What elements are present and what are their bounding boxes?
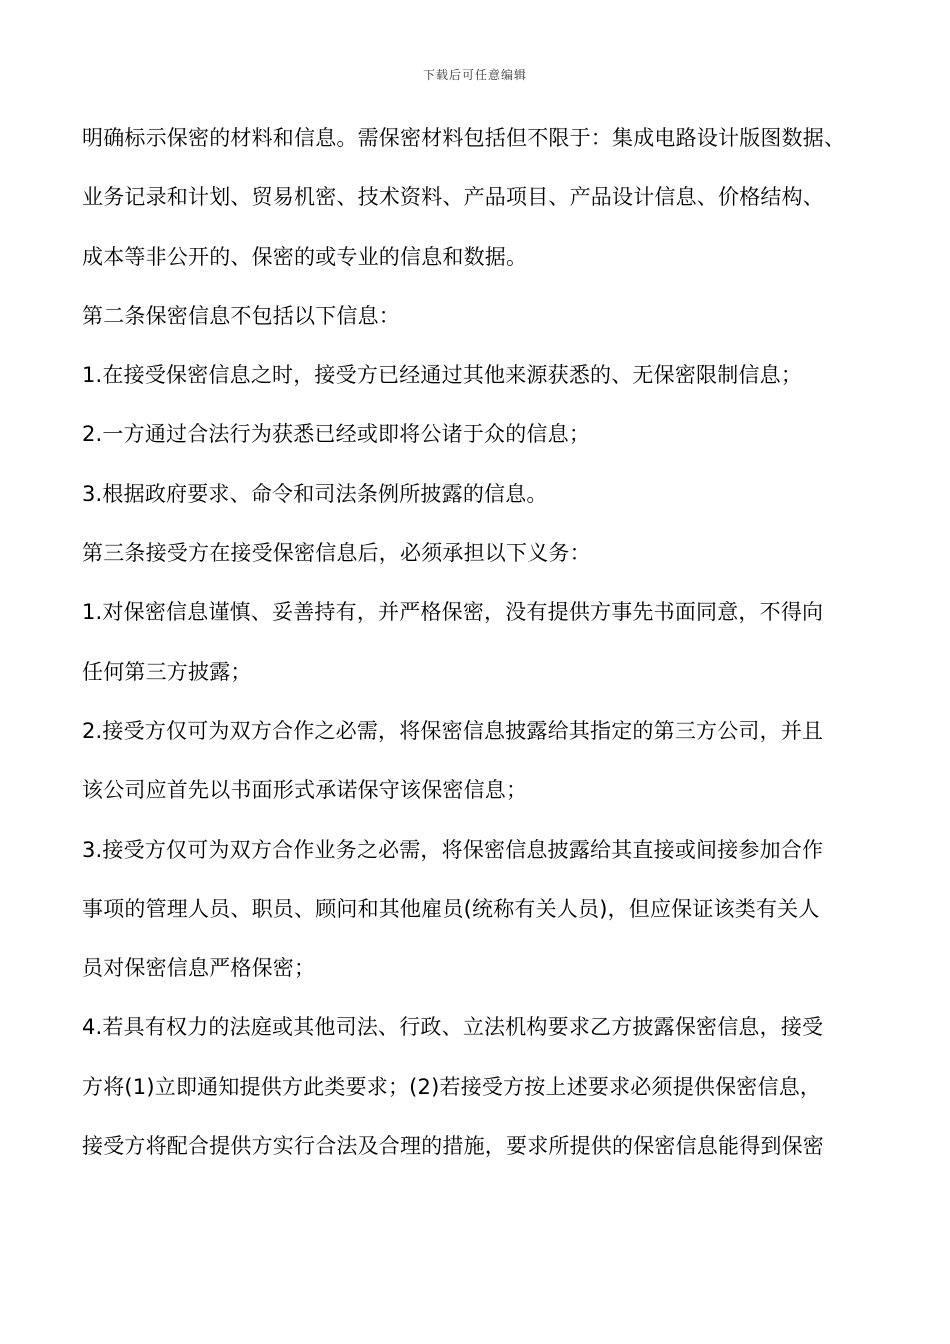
- text-line: 方将(1)立即通知提供方此类要求；(2)若接受方按上述要求必须提供保密信息，: [82, 1074, 822, 1099]
- text-line: 2.接受方仅可为双方合作之必需，将保密信息披露给其指定的第三方公司，并且: [82, 718, 824, 743]
- text-line: 接受方将配合提供方实行合法及合理的措施，要求所提供的保密信息能得到保密: [82, 1134, 824, 1159]
- text-line: 明确标示保密的材料和信息。需保密材料包括但不限于：集成电路设计版图数据、: [82, 126, 846, 150]
- text-line: 2.一方通过合法行为获悉已经或即将公诸于众的信息；: [82, 422, 591, 447]
- text-line: 任何第三方披露；: [82, 659, 252, 684]
- text-line: 第三条接受方在接受保密信息后，必须承担以下义务：: [82, 541, 591, 566]
- text-line: 员对保密信息严格保密；: [82, 956, 316, 981]
- text-line: 1.对保密信息谨慎、妥善持有，并严格保密，没有提供方事先书面同意，不得向: [82, 600, 824, 625]
- text-line: 1.在接受保密信息之时，接受方已经通过其他来源获悉的、无保密限制信息；: [82, 363, 803, 388]
- text-line: 该公司应首先以书面形式承诺保守该保密信息；: [82, 778, 528, 803]
- document-body: [82, 116, 882, 1183]
- text-line: 3.接受方仅可为双方合作业务之必需，将保密信息披露给其直接或间接参加合作: [82, 837, 824, 862]
- page-header: 下载后可任意编辑: [422, 68, 527, 82]
- text-line: 业务记录和计划、贸易机密、技术资料、产品项目、产品设计信息、价格结构、: [82, 185, 824, 210]
- text-line: 3.根据政府要求、命令和司法条例所披露的信息。: [82, 481, 548, 506]
- text-line: 事项的管理人员、职员、顾问和其他雇员(统称有关人员)，但应保证该类有关人: [82, 896, 820, 921]
- text-line: 第二条保密信息不包括以下信息：: [82, 303, 400, 328]
- text-line: 4.若具有权力的法庭或其他司法、行政、立法机构要求乙方披露保密信息，接受: [82, 1015, 824, 1040]
- text-line: 成本等非公开的、保密的或专业的信息和数据。: [82, 244, 528, 269]
